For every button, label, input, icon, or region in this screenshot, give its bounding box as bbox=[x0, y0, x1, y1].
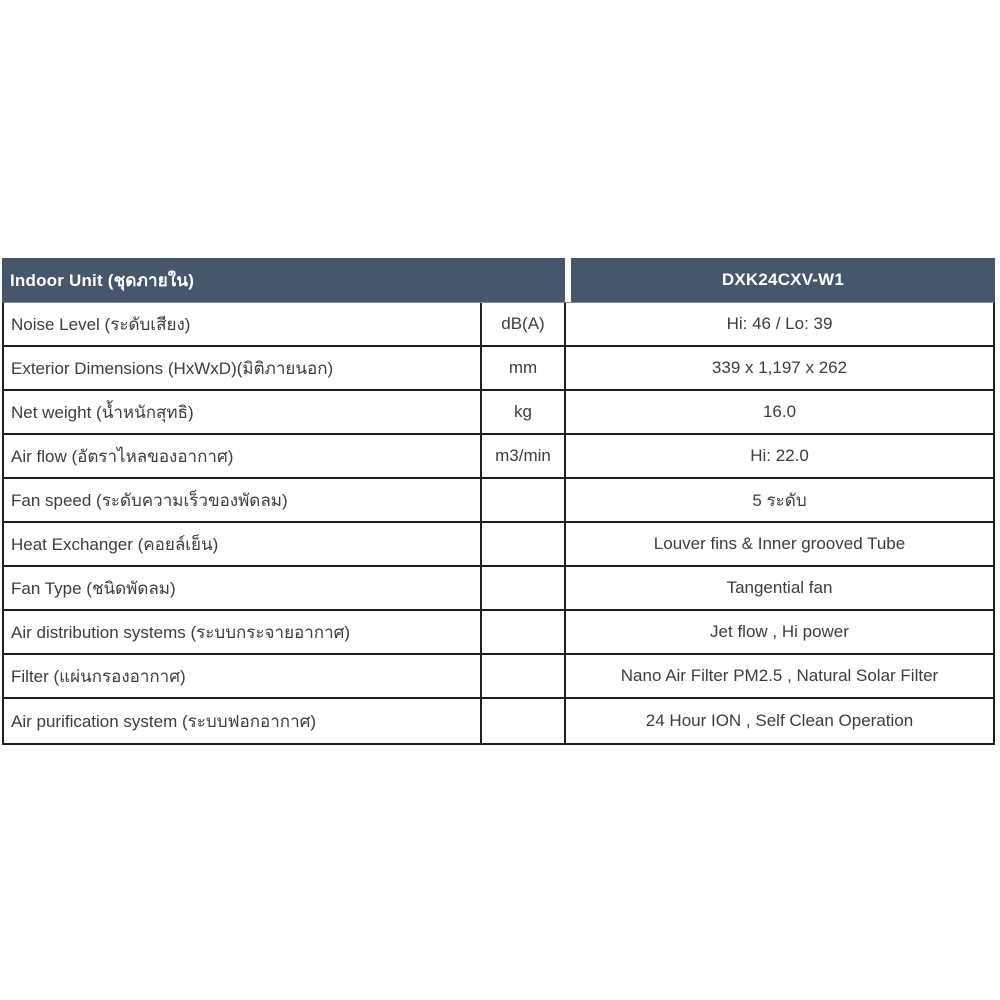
table-row bbox=[4, 479, 993, 523]
header-model-cell: DXK24CXV-W1 bbox=[571, 258, 995, 302]
spec-label-cell: Air flow (อัตราไหลของอากาศ) bbox=[4, 435, 482, 477]
table-row bbox=[4, 699, 993, 743]
spec-label-cell: Fan Type (ชนิดพัดลม) bbox=[4, 567, 482, 609]
spec-value-cell: 16.0 bbox=[762, 402, 797, 421]
table-row bbox=[4, 655, 993, 699]
spec-label-cell: Net weight (น้ำหนักสุทธิ) bbox=[4, 391, 482, 433]
spec-unit-cell: mm bbox=[482, 347, 566, 389]
table-row bbox=[4, 303, 993, 347]
spec-label-cell: Filter (แผ่นกรองอากาศ) bbox=[4, 655, 482, 697]
spec-value-cell: 339 x 1,197 x 262 bbox=[711, 358, 848, 377]
spec-label-cell: Noise Level (ระดับเสียง) bbox=[4, 303, 482, 345]
table-body bbox=[2, 302, 995, 745]
header-title-cell: Indoor Unit (ชุดภายใน) bbox=[2, 258, 565, 302]
spec-label-cell: Fan speed (ระดับความเร็วของพัดลม) bbox=[4, 479, 482, 521]
spec-label-cell: Exterior Dimensions (HxWxD)(มิติภายนอก) bbox=[4, 347, 482, 389]
spec-label-cell: Heat Exchanger (คอยล์เย็น) bbox=[4, 523, 482, 565]
indoor-unit-spec-table bbox=[2, 258, 995, 745]
spec-unit-cell: dB(A) bbox=[482, 303, 566, 345]
table-row bbox=[4, 567, 993, 611]
spec-value-cell: Hi: 22.0 bbox=[750, 446, 809, 465]
spec-value-cell: Louver fins & Inner grooved Tube bbox=[653, 534, 906, 553]
table-row bbox=[4, 347, 993, 391]
spec-unit-cell bbox=[482, 699, 566, 743]
spec-unit-cell bbox=[482, 611, 566, 653]
spec-unit-cell bbox=[482, 655, 566, 697]
spec-value-cell: Hi: 46 / Lo: 39 bbox=[726, 314, 833, 333]
spec-unit-cell: m3/min bbox=[482, 435, 566, 477]
spec-unit-cell: kg bbox=[482, 391, 566, 433]
table-row bbox=[4, 435, 993, 479]
spec-unit-cell bbox=[482, 567, 566, 609]
table-row bbox=[4, 523, 993, 567]
spec-label-cell: Air distribution systems (ระบบกระจายอากาศ) bbox=[4, 611, 482, 653]
table-header-row bbox=[2, 258, 995, 302]
spec-unit-cell bbox=[482, 479, 566, 521]
spec-value-cell: Jet flow , Hi power bbox=[710, 622, 849, 641]
spec-value-cell: 24 Hour ION , Self Clean Operation bbox=[645, 711, 914, 730]
spec-value-cell: Nano Air Filter PM2.5 , Natural Solar Filter bbox=[620, 666, 939, 685]
table-row bbox=[4, 611, 993, 655]
spec-label-cell: Air purification system (ระบบฟอกอากาศ) bbox=[4, 699, 482, 743]
spec-unit-cell bbox=[482, 523, 566, 565]
table-row bbox=[4, 391, 993, 435]
spec-value-cell: Tangential fan bbox=[726, 578, 833, 597]
spec-value-cell: 5 ระดับ bbox=[752, 490, 807, 510]
